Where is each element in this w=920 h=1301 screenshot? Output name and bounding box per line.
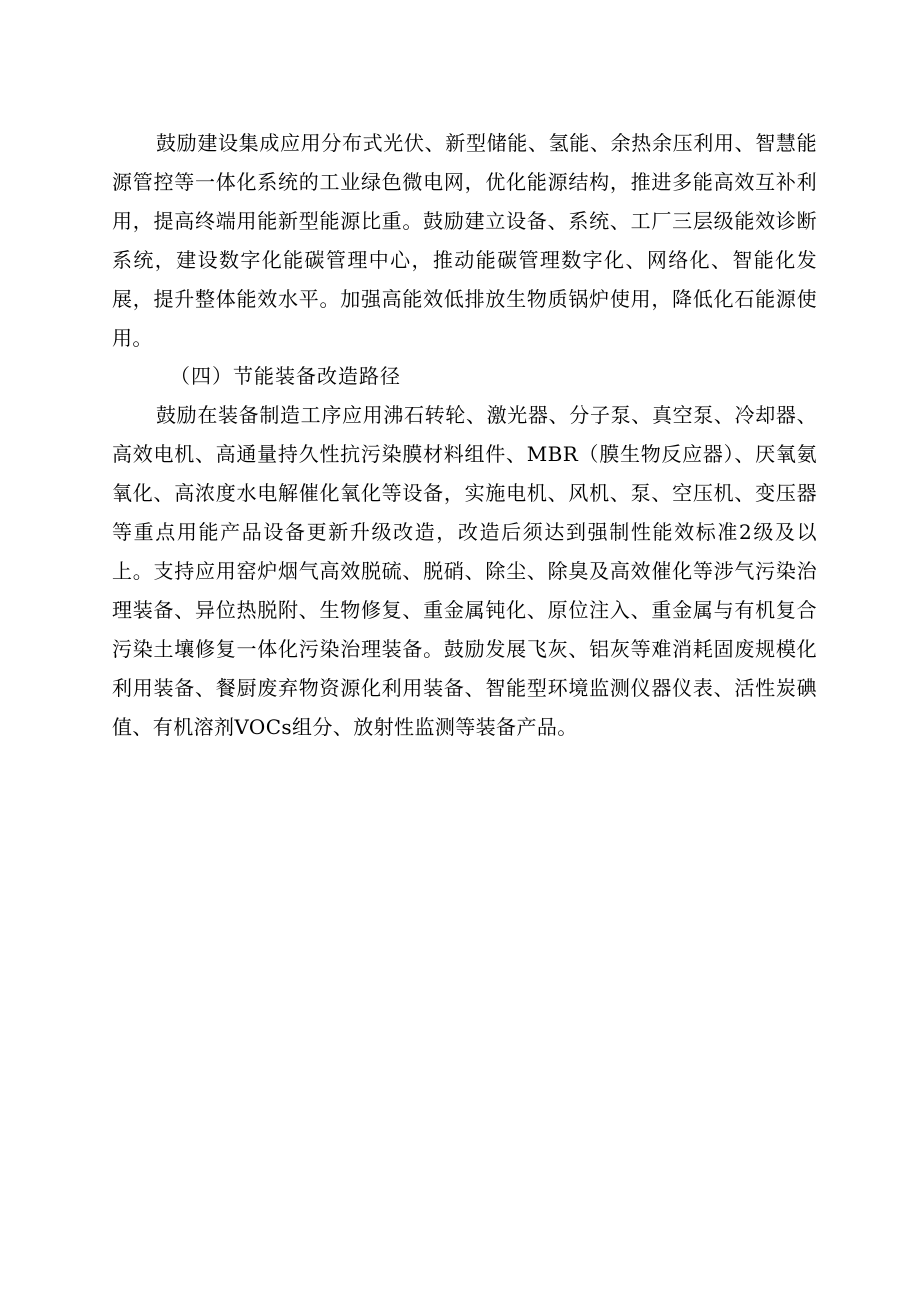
section-heading-energy-saving-equipment: （四）节能装备改造路径: [170, 364, 401, 389]
paragraph-equipment-upgrade: 鼓励在装备制造工序应用沸石转轮、激光器、分子泵、真空泵、冷却器、高效电机、高通量持久性抗污染膜材料组件、MBR（膜生物反应器）、厌氧氨氧化、高浓度水电解催化氧化等设备，实施电机、风机、泵、空压机、变压器等重点用能产品设备更新升级改造，改造后须达到强制性能效标准2级及以上。支持应用窑炉烟气高效脱硫、脱硝、除尘、除臭及高效催化等涉气污染治理装备、异位热脱附、生物修复、重金属钝化、原位注入、重金属与有机复合污染土壤修复一体化污染治理装备。鼓励发展飞灰、铝灰等难消耗固废规模化利用装备、餐厨废弃物资源化利用装备、智能型环境监测仪器仪表、活性炭碘值、有机溶剂VOCs组分、放射性监测等装备产品。: [112, 403, 817, 739]
document-body: [112, 124, 817, 747]
paragraph-green-microgrid: 鼓励建设集成应用分布式光伏、新型储能、氢能、余热余压利用、智慧能源管控等一体化系统的工业绿色微电网，优化能源结构，推进多能高效互补利用，提高终端用能新型能源比重。鼓励建立设备、系统、工厂三层级能效诊断系统，建设数字化能碳管理中心，推动能碳管理数字化、网络化、智能化发展，提升整体能效水平。加强高能效低排放生物质锅炉使用，降低化石能源使用。: [112, 131, 817, 350]
